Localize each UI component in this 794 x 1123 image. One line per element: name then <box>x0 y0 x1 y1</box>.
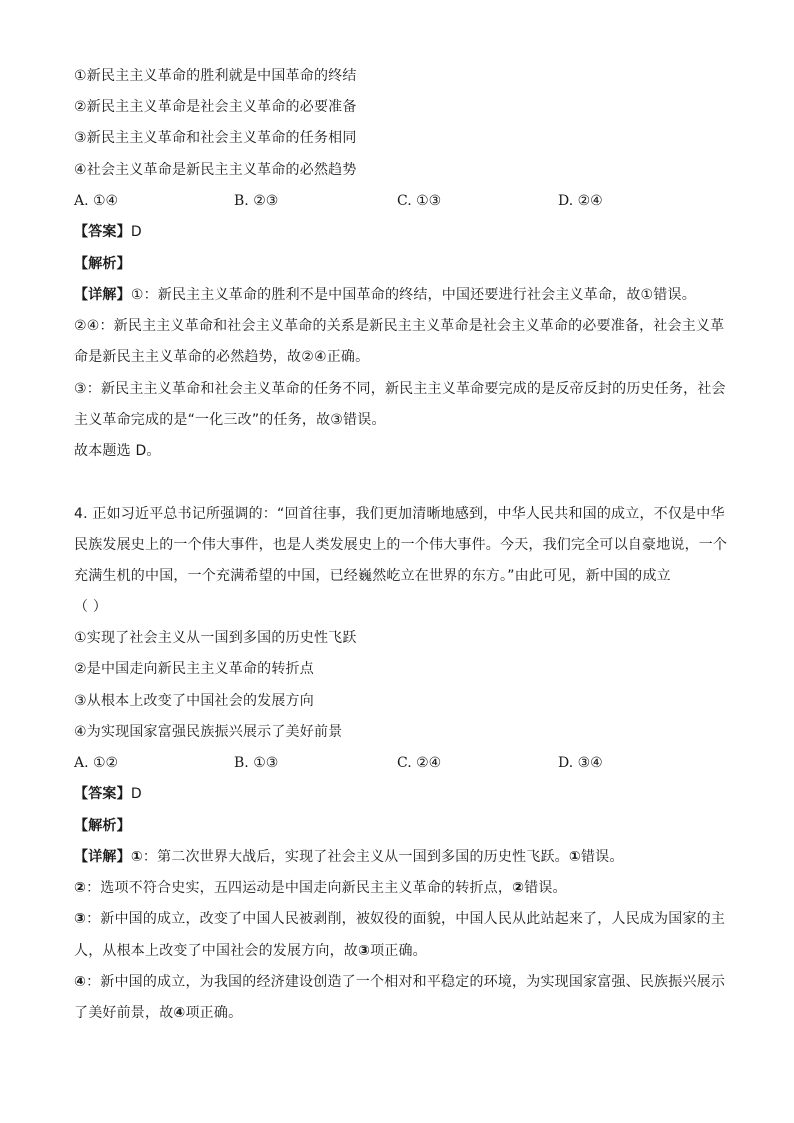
q4-stem-line-1: 4. 正如习近平总书记所强调的：“回首往事，我们更加清晰地感到，中华人民共和国的成立，不仅是中华 <box>74 506 725 522</box>
q4-stem-line-2: 民族发展史上的一个伟大事件，也是人类发展史上的一个伟大事件。今天，我们完全可以自豪地说，一个 <box>74 537 728 553</box>
q4-answer <box>74 784 734 804</box>
detail-text: 项正确。 <box>185 1005 243 1021</box>
detail-text: ①：新民主主义革命的胜利不是中国革命的终结，中国还要进行社会主义革命，故①错误。 <box>130 287 696 303</box>
q4-statement-1: ①实现了社会主义从一国到多国的历史性飞跃 <box>74 630 357 646</box>
q3-conclusion: 故本题选 D。 <box>74 443 161 459</box>
circled-number: ④ <box>74 974 87 990</box>
analysis-tag: 【解析】 <box>74 818 131 834</box>
q3-statement-2: ②新民主主义革命是社会主义革命的必要准备 <box>74 99 357 115</box>
answer-value: D <box>130 224 142 240</box>
q4-option-d: D. ③④ <box>558 755 603 771</box>
q4-detail-line-4 <box>74 941 734 961</box>
q4-detail-line-1 <box>74 847 734 867</box>
detail-tag: 【详解】 <box>74 287 131 303</box>
detail-text: 人，从根本上改变了中国社会的发展方向，故 <box>74 943 358 959</box>
circled-number: ③ <box>74 911 87 927</box>
detail-text: ：第二次世界大战后，实现了社会主义从一国到多国的历史性飞跃。 <box>142 849 569 865</box>
q3-statement-3: ③新民主主义革命和社会主义革命的任务相同 <box>74 130 357 146</box>
q3-detail-line-3: 命是新民主主义革命的必然趋势，故②④正确。 <box>74 349 370 365</box>
q4-detail-line-6 <box>74 1003 734 1023</box>
q3-statement-1: ①新民主主义革命的胜利就是中国革命的终结 <box>74 68 357 84</box>
q3-detail-line-1 <box>74 285 734 305</box>
q3-option-a: A. ①④ <box>74 193 119 209</box>
circled-number: ② <box>512 880 525 896</box>
detail-tag: 【详解】 <box>74 849 131 865</box>
detail-text: ：选项不符合史实，五四运动是中国走向新民主主义革命的转折点， <box>86 880 513 896</box>
q3-statement-4: ④社会主义革命是新民主主义革命的必然趋势 <box>74 162 357 178</box>
detail-text: 了美好前景，故 <box>74 1005 174 1021</box>
q3-option-d: D. ②④ <box>558 193 603 209</box>
detail-text: ：新中国的成立，为我国的经济建设创造了一个相对和平稳定的环境，为实现国家富强、民族振兴展示 <box>86 974 726 990</box>
circled-number: ③ <box>358 943 371 959</box>
q3-detail-line-4: ③：新民主主义革命和社会主义革命的任务不同，新民主主义革命要完成的是反帝反封的历史任务，社会 <box>74 381 726 397</box>
q3-option-c: C. ①③ <box>397 193 442 209</box>
q3-detail-line-5: 主义革命完成的是“一化三改”的任务，故③错误。 <box>74 412 386 428</box>
answer-value: D <box>130 786 142 802</box>
answer-tag: 【答案】 <box>74 224 131 240</box>
q4-option-c: C. ②④ <box>397 755 442 771</box>
circled-number: ① <box>130 849 143 865</box>
detail-text: ：新中国的成立，改变了中国人民被剥削，被奴役的面貌，中国人民从此站起来了，人民成为国家的主 <box>86 911 726 927</box>
q3-analysis-heading <box>74 254 734 274</box>
q4-option-b: B. ①③ <box>234 755 279 771</box>
detail-text: 错误。 <box>580 849 624 865</box>
q4-analysis-heading <box>74 816 734 836</box>
q4-stem-line-3: 充满生机的中国，一个充满希望的中国，已经巍然屹立在世界的东方。”由此可见，新中国的成立 <box>74 568 671 584</box>
detail-text: 项正确。 <box>370 943 427 959</box>
q3-option-b: B. ②③ <box>234 193 279 209</box>
answer-tag: 【答案】 <box>74 786 131 802</box>
circled-number: ② <box>74 880 87 896</box>
q4-option-a: A. ①② <box>74 755 119 771</box>
q3-answer <box>74 222 734 242</box>
analysis-tag: 【解析】 <box>74 256 131 272</box>
q4-statement-2: ②是中国走向新民主主义革命的转折点 <box>74 661 314 677</box>
circled-number: ① <box>568 849 581 865</box>
q3-detail-line-2: ②④：新民主主义革命和社会主义革命的关系是新民主主义革命是社会主义革命的必要准备，社会主义革 <box>74 318 725 334</box>
q4-detail-line-2 <box>74 878 734 898</box>
detail-text: 错误。 <box>524 880 567 896</box>
circled-number: ④ <box>173 1005 186 1021</box>
q4-statement-4: ④为实现国家富强民族振兴展示了美好前景 <box>74 724 343 740</box>
q4-answer-blank: （ ） <box>74 599 108 615</box>
q4-detail-line-3 <box>74 909 734 929</box>
q4-statement-3: ③从根本上改变了中国社会的发展方向 <box>74 693 314 709</box>
q4-detail-line-5 <box>74 972 734 992</box>
